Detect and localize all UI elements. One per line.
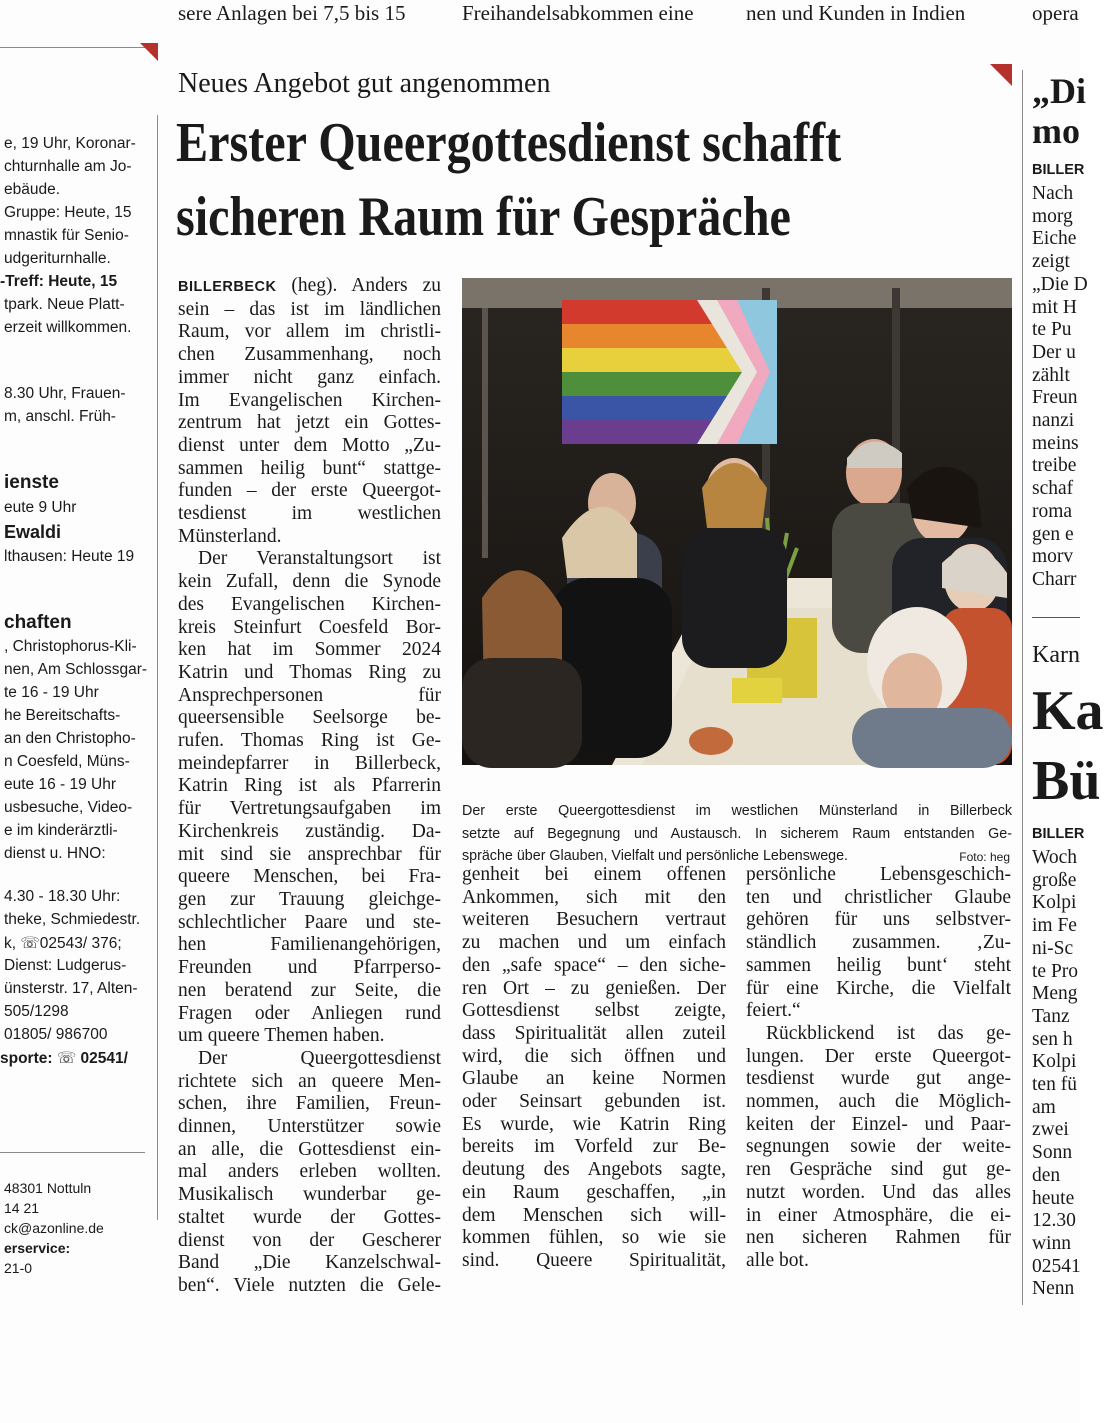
listing-line: n Coesfeld, Müns- [4, 753, 130, 770]
listing-line: Dienst: Ludgerus- [4, 957, 127, 974]
body-line: kommen fühlen, so wie sie [462, 1227, 726, 1249]
body-line: für eine Kirche, die Vielfalt [746, 977, 1011, 999]
dateline-line: BILLERBECK (heg). Anders zu [178, 275, 441, 296]
right-headline-a: mo [1032, 111, 1080, 151]
right-body-a: Nach morg Eiche zeigt „Die D mit H te Pu Der u zählt Freun nanzi meins treibe schaf roma gen e morv Charr [1032, 183, 1088, 590]
listing-line: mnastik für Senio- [4, 227, 129, 244]
right-column [1032, 0, 1104, 1423]
body-line: tesdienst wurde gut ange- [746, 1068, 1011, 1090]
body-line: sind. Queere Spiritualität, [462, 1249, 726, 1271]
body-line: des Evangelischen Kirchen- [178, 593, 441, 615]
body-line: ren Ort – zu genießen. Der [462, 977, 726, 999]
right-headline-b: Ka [1032, 680, 1104, 742]
corner-marker-article [990, 64, 1012, 86]
body-line: meindepfarrer in Billerbeck, [178, 752, 441, 774]
photo-credit: Foto: heg [959, 850, 1010, 864]
body-line: immer nicht ganz einfach. [178, 366, 441, 388]
pride-flag [562, 300, 777, 444]
body-line: an alle, die Gottesdienst ein- [178, 1138, 441, 1160]
listing-line: m, anschl. Früh- [4, 408, 116, 425]
listing-line: eute 9 Uhr [4, 499, 77, 516]
caption-line: spräche über Glauben, Vielfalt und persönliche Lebenswege. [462, 848, 849, 864]
listing-line: te 16 - 19 Uhr [4, 684, 99, 701]
listing-line: 8.30 Uhr, Frauen- [4, 385, 126, 402]
body-line: tesdienst im westlichen [178, 503, 441, 525]
listing-line: 505/1298 [4, 1003, 69, 1020]
body-line: für Vertretungsaufgaben im [178, 798, 441, 820]
listing-line: erzeit willkommen. [4, 319, 132, 336]
body-line: Gottesdienst selbst zeigte, [462, 1000, 726, 1022]
body-line: ständlich zusammen. ‚Zu- [746, 932, 1011, 954]
body-line: Rückblickend ist das ge- [766, 1022, 1011, 1044]
listing-line: sporte: ☏ 02541/ [0, 1050, 128, 1067]
body-line: bereits im Vorfeld zur Be- [462, 1136, 726, 1158]
body-line: in einer Atmosphäre, die ei- [746, 1204, 1011, 1226]
body-line: dienst von der Gescherer [178, 1229, 441, 1251]
body-line: chen Zusammenhang, noch [178, 344, 441, 366]
body-line: Band „Die Kanzelschwal- [178, 1252, 441, 1274]
dateline: BILLERBECK [178, 279, 277, 295]
body-line: ein Raum geschaffen, „in [462, 1181, 726, 1203]
listing-line: -Treff: Heute, 15 [0, 273, 118, 290]
body-line: schen, ihre Familien, Freun- [178, 1093, 441, 1115]
left-top-rule [0, 47, 158, 48]
body-line: sammen heilig bunt‘ steht [746, 954, 1011, 976]
body-line: ben“. Viele nutzten die Gele- [178, 1274, 441, 1296]
body-line: oder Seinsart gebunden ist. [462, 1091, 726, 1113]
section-subheading: Ewaldi [4, 522, 62, 542]
body-line: dass Spiritualität allen zuteil [462, 1022, 726, 1044]
body-line: Ansprechpersonen für [178, 684, 441, 706]
body-line: Es wurde, wie Katrin Ring [462, 1113, 726, 1135]
body-line: queere Menschen, bei Fra- [178, 866, 441, 888]
top-strip-col4: opera [1032, 1, 1079, 25]
article-kicker: Neues Angebot gut angenommen [178, 68, 551, 99]
right-dateline-b: BILLER [1032, 826, 1085, 842]
left-column-rule [157, 115, 158, 1220]
body-line: rufen. Thomas Ring ist Ge- [178, 730, 441, 752]
body-line: Fragen oder Anliegen rund [178, 1002, 441, 1024]
body-line: um queere Themen haben. [178, 1025, 385, 1047]
right-dateline-a: BILLER [1032, 162, 1085, 178]
listing-line: dienst u. HNO: [4, 845, 106, 862]
listing-line: k, ☏02543/ 376; [4, 935, 122, 952]
body-line: sammen heilig bunt“ stattge- [178, 457, 441, 479]
listing-line: e, 19 Uhr, Koronar- [4, 135, 136, 152]
body-line: lungen. Der erste Queergot- [746, 1045, 1011, 1067]
body-line: schlechtlicher Paare und ste- [178, 911, 441, 933]
body-line: ken hat im Sommer 2024 [178, 639, 441, 661]
body-line: dienst unter dem Motto „Zu- [178, 434, 441, 456]
right-headline-a: „Di [1032, 71, 1086, 111]
body-line: gen zur Trauung gleichge- [178, 888, 441, 910]
listing-line: he Bereitschafts- [4, 707, 121, 724]
photo-caption [462, 800, 1012, 868]
article-headline-line2: sicheren Raum für Gespräche [176, 186, 791, 248]
body-line: zentrum hat jetzt ein Gottes- [178, 412, 441, 434]
body-line: gehören für uns selbstver- [746, 909, 1011, 931]
right-column-rule [1022, 70, 1023, 1305]
listing-line: theke, Schmiedestr. [4, 911, 141, 928]
contact-line: 21-0 [4, 1260, 33, 1276]
body-line: kein Zufall, denn die Synode [178, 571, 441, 593]
body-line: Raum, vor allem im christli- [178, 321, 441, 343]
body-line: funden – der erste Queergot- [178, 480, 441, 502]
listing-line: eute 16 - 19 Uhr [4, 776, 117, 793]
article-column-1 [178, 275, 441, 1298]
body-line: queersensible Seelsorge be- [178, 707, 441, 729]
body-line: dem Menschen sich will- [462, 1204, 726, 1226]
body-line: mit sind sie ansprechbar für [178, 843, 441, 865]
top-strip-col2: Freihandelsabkommen eine [462, 1, 694, 25]
body-line: richtete sich an queere Men- [178, 1070, 441, 1092]
article-photo [462, 278, 1012, 765]
right-kicker-b: Karn [1032, 642, 1080, 668]
listing-line: , Christophorus-Kli- [4, 638, 137, 655]
body-line: ten und christlicher Glaube [746, 886, 1011, 908]
body-line: dinnen, Unterstützer sowie [178, 1116, 441, 1138]
contact-line: 48301 Nottuln [4, 1180, 92, 1196]
listing-line: ebäude. [4, 181, 61, 198]
body-line: Der Veranstaltungsort ist [198, 548, 441, 570]
listing-line: ünsterstr. 17, Alten- [4, 980, 138, 997]
body-line: Münsterland. [178, 525, 282, 547]
top-strip-col3: nen und Kunden in Indien [746, 1, 966, 25]
body-line: wird, die sich öffnen und [462, 1045, 726, 1067]
left-bottom-rule [0, 1152, 145, 1153]
listing-line: nen, Am Schlossgar- [4, 661, 148, 678]
body-line: deutung des Angebots sagte, [462, 1159, 726, 1181]
body-line: segnungen sowie der weite- [746, 1136, 1011, 1158]
section-heading: chaften [4, 612, 72, 633]
body-line: nutzt worden. Und das alles [746, 1181, 1011, 1203]
body-line: alle bot. [746, 1249, 809, 1271]
listing-line: tpark. Neue Platt- [4, 296, 125, 313]
listing-line: e im kinderärztli- [4, 822, 118, 839]
body-line: genheit bei einem offenen [462, 864, 726, 885]
body-line: Glaube an keine Normen [462, 1068, 726, 1090]
article-column-3 [746, 864, 1011, 1273]
contact-line: 14 21 [4, 1200, 40, 1216]
body-line: nommen, auch die Möglich- [746, 1091, 1011, 1113]
body-line: Der Queergottesdienst [198, 1047, 441, 1069]
body-line: Kirchenkreis zuständig. Da- [178, 820, 441, 842]
listing-line: an den Christopho- [4, 730, 136, 747]
body-line: keiten der Einzel- und Paar- [746, 1113, 1011, 1135]
top-strip-col1: sere Anlagen bei 7,5 bis 15 [178, 1, 406, 25]
body-line: den „safe space“ – den siche- [462, 954, 726, 976]
listing-line: chturnhalle am Jo- [4, 158, 132, 175]
listing-line: usbesuche, Videо- [4, 799, 133, 816]
caption-line: setzte auf Begegnung und Austausch. In sicherem Raum entstanden Ge- [462, 825, 1012, 842]
body-line: Ankommen, sich mit den [462, 886, 726, 908]
body-line: kreis Steinfurt Coesfeld Bor- [178, 616, 441, 638]
right-body-b: Woch große Kolpi im Fe ni-Sc te Pro Meng Tanz sen h Kolpi ten fü am zwei Sonn den heute 12.30 winn 02541 Nenn [1032, 847, 1081, 1300]
body-line: Freunden und Pfarrperso- [178, 957, 441, 979]
body-line: Im Evangelischen Kirchen- [178, 389, 441, 411]
body-line: zu machen und um einfach [462, 932, 726, 954]
contact-email: ck@azonline.de [4, 1220, 104, 1236]
caption-line: Der erste Queergottesdienst im westlichen Münsterland in Billerbeck [462, 803, 1012, 819]
body-line: Musikalisch wunderbar ge- [178, 1184, 441, 1206]
corner-marker-left [140, 43, 158, 61]
listing-line: lthausen: Heute 19 [4, 548, 135, 565]
article-column-2 [462, 864, 726, 1273]
body-line: Katrin und Thomas Ring zu [178, 661, 441, 683]
body-line: weiteren Besuchern vertraut [462, 909, 726, 931]
right-headline-b: Bü [1032, 750, 1101, 812]
listing-line: 01805/ 986700 [4, 1026, 108, 1043]
section-heading: ienste [4, 472, 59, 493]
photo-illustration [462, 278, 1012, 765]
body-line: feiert.“ [746, 1000, 801, 1022]
contact-line: erservice: [4, 1240, 71, 1256]
body-line: Katrin Ring ist als Pfarrerin [178, 775, 441, 797]
body-line: nen beratend zur Seite, die [178, 979, 441, 1001]
body-line: nen sicheren Rahmen für [746, 1227, 1011, 1249]
listing-line: Gruppe: Heute, 15 [4, 204, 132, 221]
body-line: sein – das ist im ländlichen [178, 298, 441, 320]
body-line: ren Gespräche sind gut ge- [746, 1159, 1011, 1181]
listing-line: udgeriturnhalle. [4, 250, 111, 267]
article-headline-line1: Erster Queergottesdienst schafft [176, 112, 842, 174]
body-line: persönliche Lebensgeschich- [746, 864, 1011, 885]
body-line: mal anders erleben wollten. [178, 1161, 441, 1183]
body-line: hen Familienangehörigen, [178, 934, 441, 956]
body-line: staltet wurde der Gottes- [178, 1206, 441, 1228]
listing-line: 4.30 - 18.30 Uhr: [4, 888, 121, 905]
